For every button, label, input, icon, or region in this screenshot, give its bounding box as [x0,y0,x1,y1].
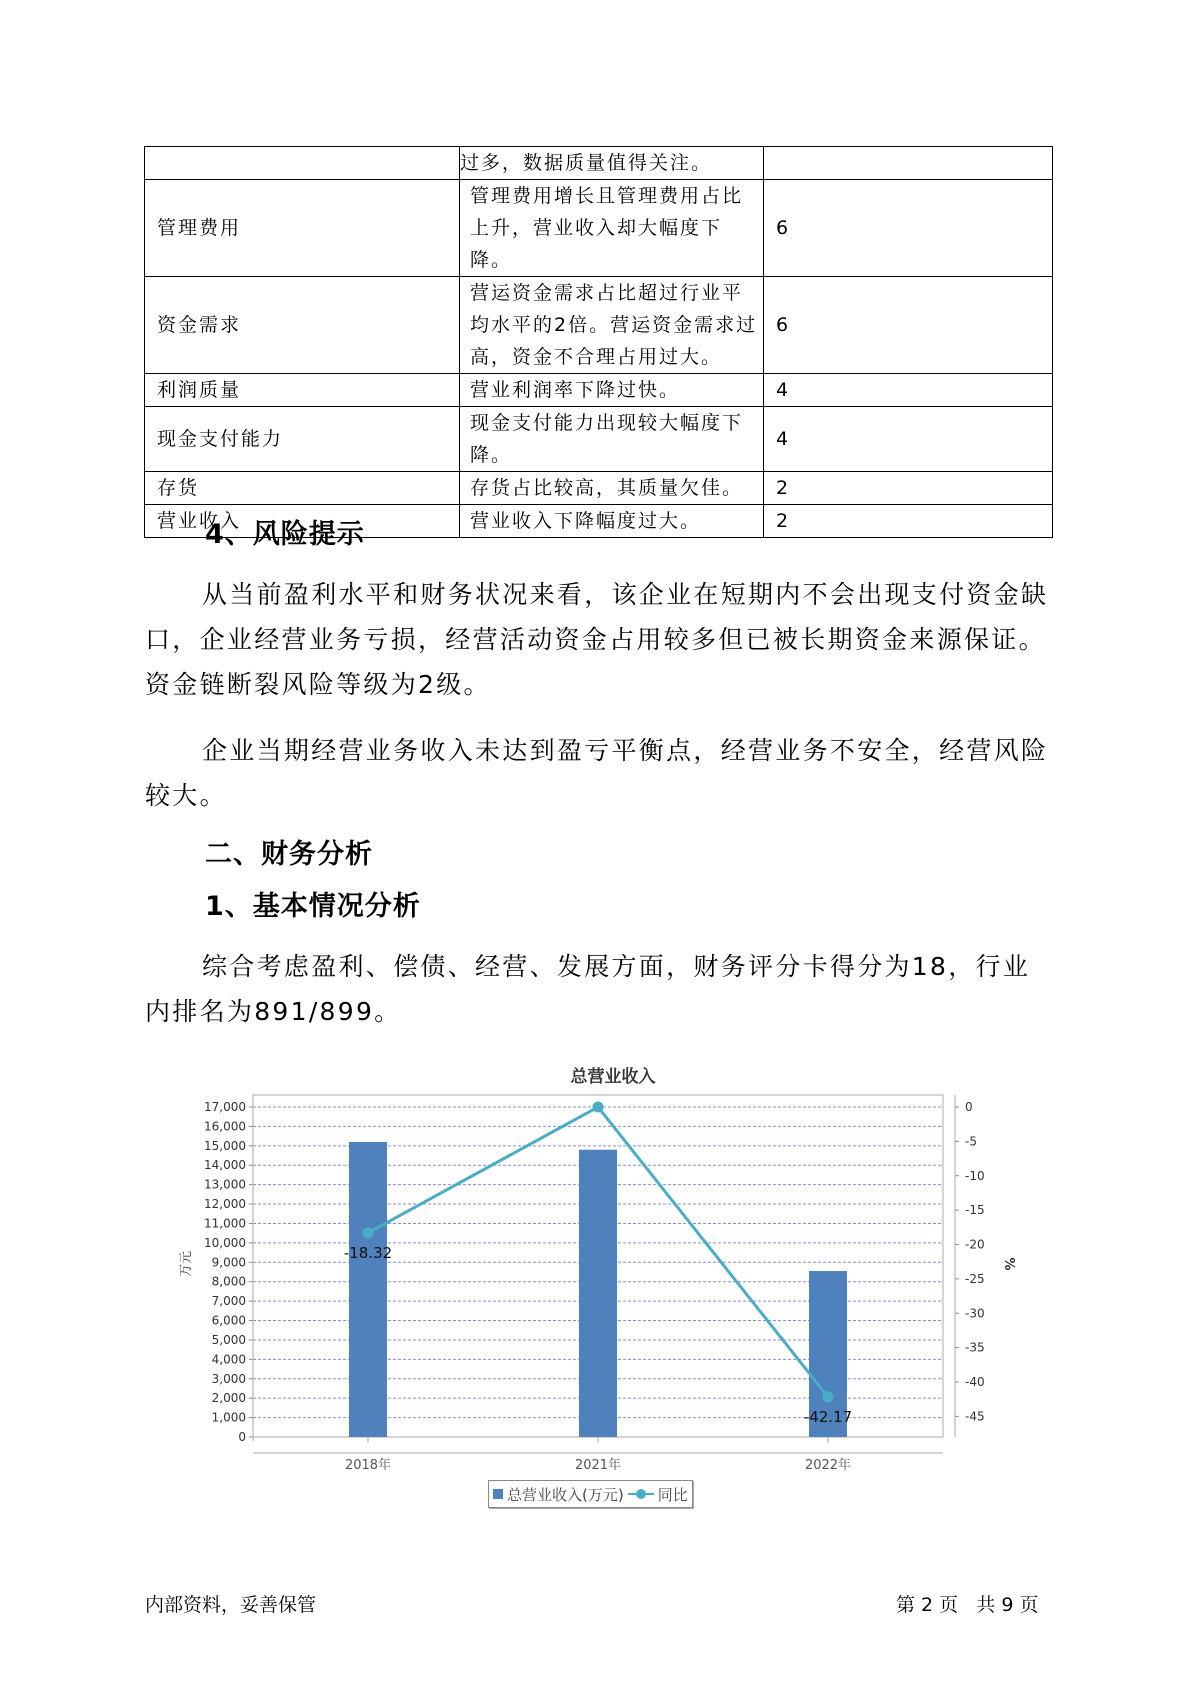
y-right-tick-label: -5 [965,1134,977,1149]
y-right-tick-label: -30 [965,1306,985,1321]
y-right-tick-label: 0 [965,1100,973,1114]
y-right-tick-label: -45 [965,1409,985,1424]
risk-score-cell [764,147,1053,180]
y-tick-label: 12,000 [204,1197,246,1212]
chart-legend [488,1480,693,1508]
y-axis-title: 万元 [179,1250,194,1278]
table-row [145,472,1053,505]
risk-description-text: 现金支付能力出现较大幅度下降。 [470,412,744,466]
y-right-axis-title: % [1001,1257,1016,1271]
legend-line-swatch [628,1489,654,1499]
y-right-tick-label: -35 [965,1340,985,1355]
risk-score-cell: 4 [764,407,1053,472]
risk-item-cell: 利润质量 [145,374,460,407]
y-tick-label: 8,000 [211,1274,246,1289]
y-tick-label: 0 [238,1430,246,1444]
risk-description-text: 存货占比较高，其质量欠佳。 [470,477,744,499]
risk-description-cell [460,374,764,407]
risk-score-cell: 2 [764,472,1053,505]
yoy-point [593,1102,604,1113]
revenue-bar [349,1142,387,1437]
x-tick-label: 2018年 [344,1458,392,1473]
risk-description-text: 营运资金需求占比超过行业平均水平的2倍。营运资金需求过高，资金不合理占用过大。 [470,282,758,368]
x-tick-label: 2022年 [804,1458,852,1473]
y-tick-label: 4,000 [211,1352,246,1367]
y-right-tick-label: -40 [965,1375,985,1389]
y-tick-label: 14,000 [204,1158,246,1173]
y-tick-label: 9,000 [211,1255,246,1270]
risk-description-cell [460,277,764,374]
y-tick-label: 10,000 [204,1235,246,1250]
finance-heading: 二、财务分析 [205,839,373,870]
footer-page-number: 第 2 页 共 9 页 [896,1594,1039,1616]
y-right-tick-label: -25 [965,1271,985,1286]
y-tick-label: 16,000 [204,1119,246,1134]
yoy-point [823,1391,834,1402]
risk-score-cell: 4 [764,374,1053,407]
y-tick-label: 1,000 [211,1410,246,1425]
risk-description-cell [460,505,764,538]
table-row [145,374,1053,407]
risk-description-cell [460,180,764,277]
risk-table [144,146,1053,538]
x-tick-label: 2021年 [574,1458,622,1473]
yoy-data-label: -42.17 [803,1407,853,1426]
table-row [145,180,1053,277]
table-row [145,277,1053,374]
risk-description-cell [460,472,764,505]
y-tick-label: 15,000 [204,1138,246,1153]
y-right-tick-label: -15 [965,1203,985,1218]
risk-item-cell: 存货 [145,472,460,505]
y-tick-label: 7,000 [211,1294,246,1309]
table-row [145,147,1053,180]
risk-item-cell [145,147,460,180]
risk-heading: 4、风险提示 [205,519,365,550]
risk-item-cell: 资金需求 [145,277,460,374]
legend-revenue-label: 总营业收入(万元) [507,1485,624,1504]
yoy-data-label: -18.32 [343,1243,393,1262]
risk-description-text: 过多，数据质量值得关注。 [460,152,713,174]
risk-description-text: 营业收入下降幅度过大。 [470,510,702,532]
revenue-chart [170,1060,1020,1510]
risk-description-text: 管理费用增长且管理费用占比上升，营业收入却大幅度下降。 [470,185,744,271]
y-tick-label: 3,000 [211,1371,246,1386]
risk-score-cell: 6 [764,277,1053,374]
y-right-tick-label: -20 [965,1237,985,1252]
legend-yoy-label: 同比 [657,1485,688,1504]
table-row [145,407,1053,472]
risk-item-cell: 管理费用 [145,180,460,277]
risk-score-cell: 6 [764,180,1053,277]
y-tick-label: 5,000 [211,1332,246,1347]
legend-bar-swatch [493,1489,503,1499]
revenue-bar [579,1150,617,1437]
y-tick-label: 13,000 [204,1177,246,1192]
y-tick-label: 11,000 [204,1216,246,1231]
risk-item-cell: 营业收入 [145,505,460,538]
risk-description-cell [460,407,764,472]
risk-paragraph-1: 从当前盈利水平和财务状况来看，该企业在短期内不会出现支付资金缺口，企业经营业务亏损，经营活动资金占用较多但已被长期资金来源保证。资金链断裂风险等级为2级。 [145,580,1049,699]
risk-item-cell: 现金支付能力 [145,407,460,472]
risk-paragraph-2: 企业当期经营业务收入未达到盈亏平衡点，经营业务不安全，经营风险较大。 [145,736,1049,810]
basic-analysis-paragraph: 综合考虑盈利、偿债、经营、发展方面，财务评分卡得分为18，行业内排名为891/899。 [145,952,1031,1026]
y-tick-label: 6,000 [211,1313,246,1328]
y-tick-label: 2,000 [211,1391,246,1406]
risk-score-cell: 2 [764,505,1053,538]
basic-analysis-heading: 1、基本情况分析 [205,891,421,922]
risk-description-text: 营业利润率下降过快。 [470,379,681,401]
footer-confidential: 内部资料，妥善保管 [145,1594,317,1616]
yoy-point [363,1227,374,1238]
y-tick-label: 17,000 [204,1100,246,1114]
y-right-tick-label: -10 [965,1168,985,1183]
chart-title: 总营业收入 [570,1067,656,1087]
risk-description-cell [460,147,764,180]
